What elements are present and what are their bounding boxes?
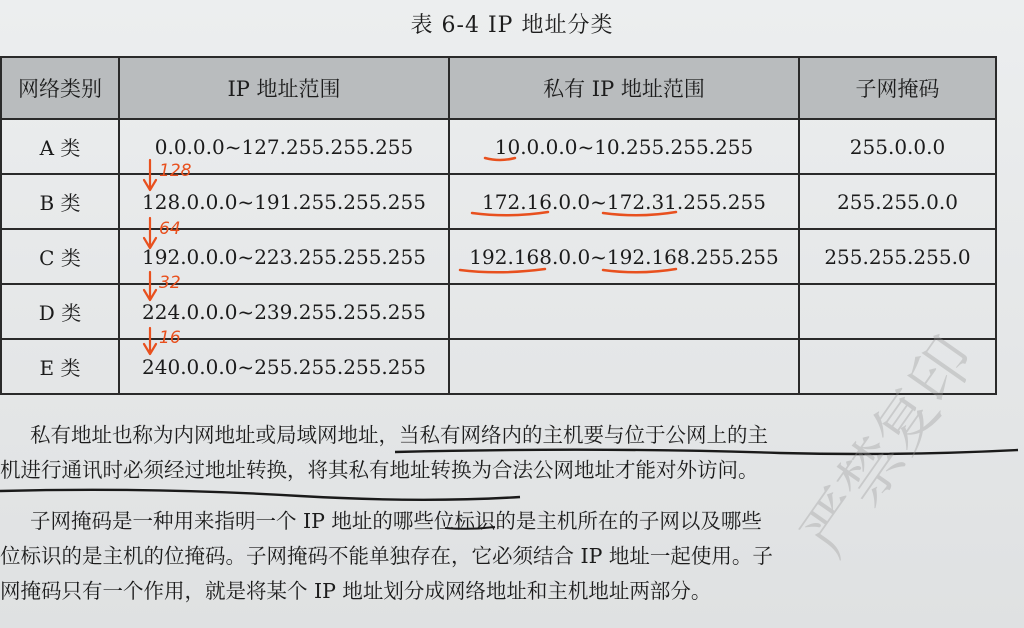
paragraph-line: 私有地址也称为内网地址或局域网地址，当私有网络内的主机要与位于公网上的主 <box>30 423 768 447</box>
cell-ip-range: 0.0.0.0~127.255.255.255 <box>119 119 449 174</box>
table-caption: 表 6-4 IP 地址分类 <box>410 13 614 38</box>
cell-private-range: 172.16.0.0~172.31.255.255 <box>449 174 799 229</box>
cell-class: C 类 <box>1 229 119 284</box>
cell-ip-range: 240.0.0.0~255.255.255.255 <box>119 339 449 394</box>
count-annotation: 64 <box>159 219 181 239</box>
table-row <box>1 119 996 174</box>
count-annotation: 16 <box>159 328 181 348</box>
table-row <box>1 174 996 229</box>
cell-subnet-mask <box>799 339 996 394</box>
cell-private-range <box>449 339 799 394</box>
cell-subnet-mask <box>799 284 996 339</box>
header-network-class: 网络类别 <box>1 57 119 119</box>
paragraph-line: 机进行通讯时必须经过地址转换，将其私有地址转换为合法公网地址才能对外访问。 <box>0 458 759 482</box>
header-ip-range: IP 地址范围 <box>119 57 449 119</box>
pen-strike <box>0 490 520 500</box>
cell-class: B 类 <box>1 174 119 229</box>
cell-ip-range: 128.0.0.0~191.255.255.255 <box>119 174 449 229</box>
watermark-text: 严禁复印 <box>787 323 990 569</box>
cell-private-range: 10.0.0.0~10.255.255.255 <box>449 119 799 174</box>
cell-subnet-mask: 255.255.255.0 <box>799 229 996 284</box>
cell-class: A 类 <box>1 119 119 174</box>
paragraph-line: 网掩码只有一个作用，就是将某个 IP 地址划分成网络地址和主机地址两部分。 <box>0 579 712 603</box>
paragraph-line: 子网掩码是一种用来指明一个 IP 地址的哪些位标识的是主机所在的子网以及哪些 <box>30 509 762 533</box>
cell-private-range <box>449 284 799 339</box>
cell-subnet-mask: 255.255.0.0 <box>799 174 996 229</box>
cell-class: E 类 <box>1 339 119 394</box>
count-annotation: 32 <box>159 273 181 293</box>
table-row <box>1 339 996 394</box>
cell-subnet-mask: 255.0.0.0 <box>799 119 996 174</box>
table-row <box>1 284 996 339</box>
table-row <box>1 229 996 284</box>
paragraph-subnet-mask <box>0 504 1024 609</box>
cell-class: D 类 <box>1 284 119 339</box>
header-subnet-mask: 子网掩码 <box>799 57 996 119</box>
cell-ip-range: 224.0.0.0~239.255.255.255 <box>119 284 449 339</box>
table-header-row <box>1 57 996 119</box>
ip-address-class-table <box>0 56 997 395</box>
cell-ip-range: 192.0.0.0~223.255.255.255 <box>119 229 449 284</box>
cell-private-range: 192.168.0.0~192.168.255.255 <box>449 229 799 284</box>
header-private-range: 私有 IP 地址范围 <box>449 57 799 119</box>
paragraph-private-address <box>0 418 1024 488</box>
paragraph-line: 位标识的是主机的位掩码。子网掩码不能单独存在，它必须结合 IP 地址一起使用。子 <box>0 544 773 568</box>
count-annotation: 128 <box>159 161 192 181</box>
